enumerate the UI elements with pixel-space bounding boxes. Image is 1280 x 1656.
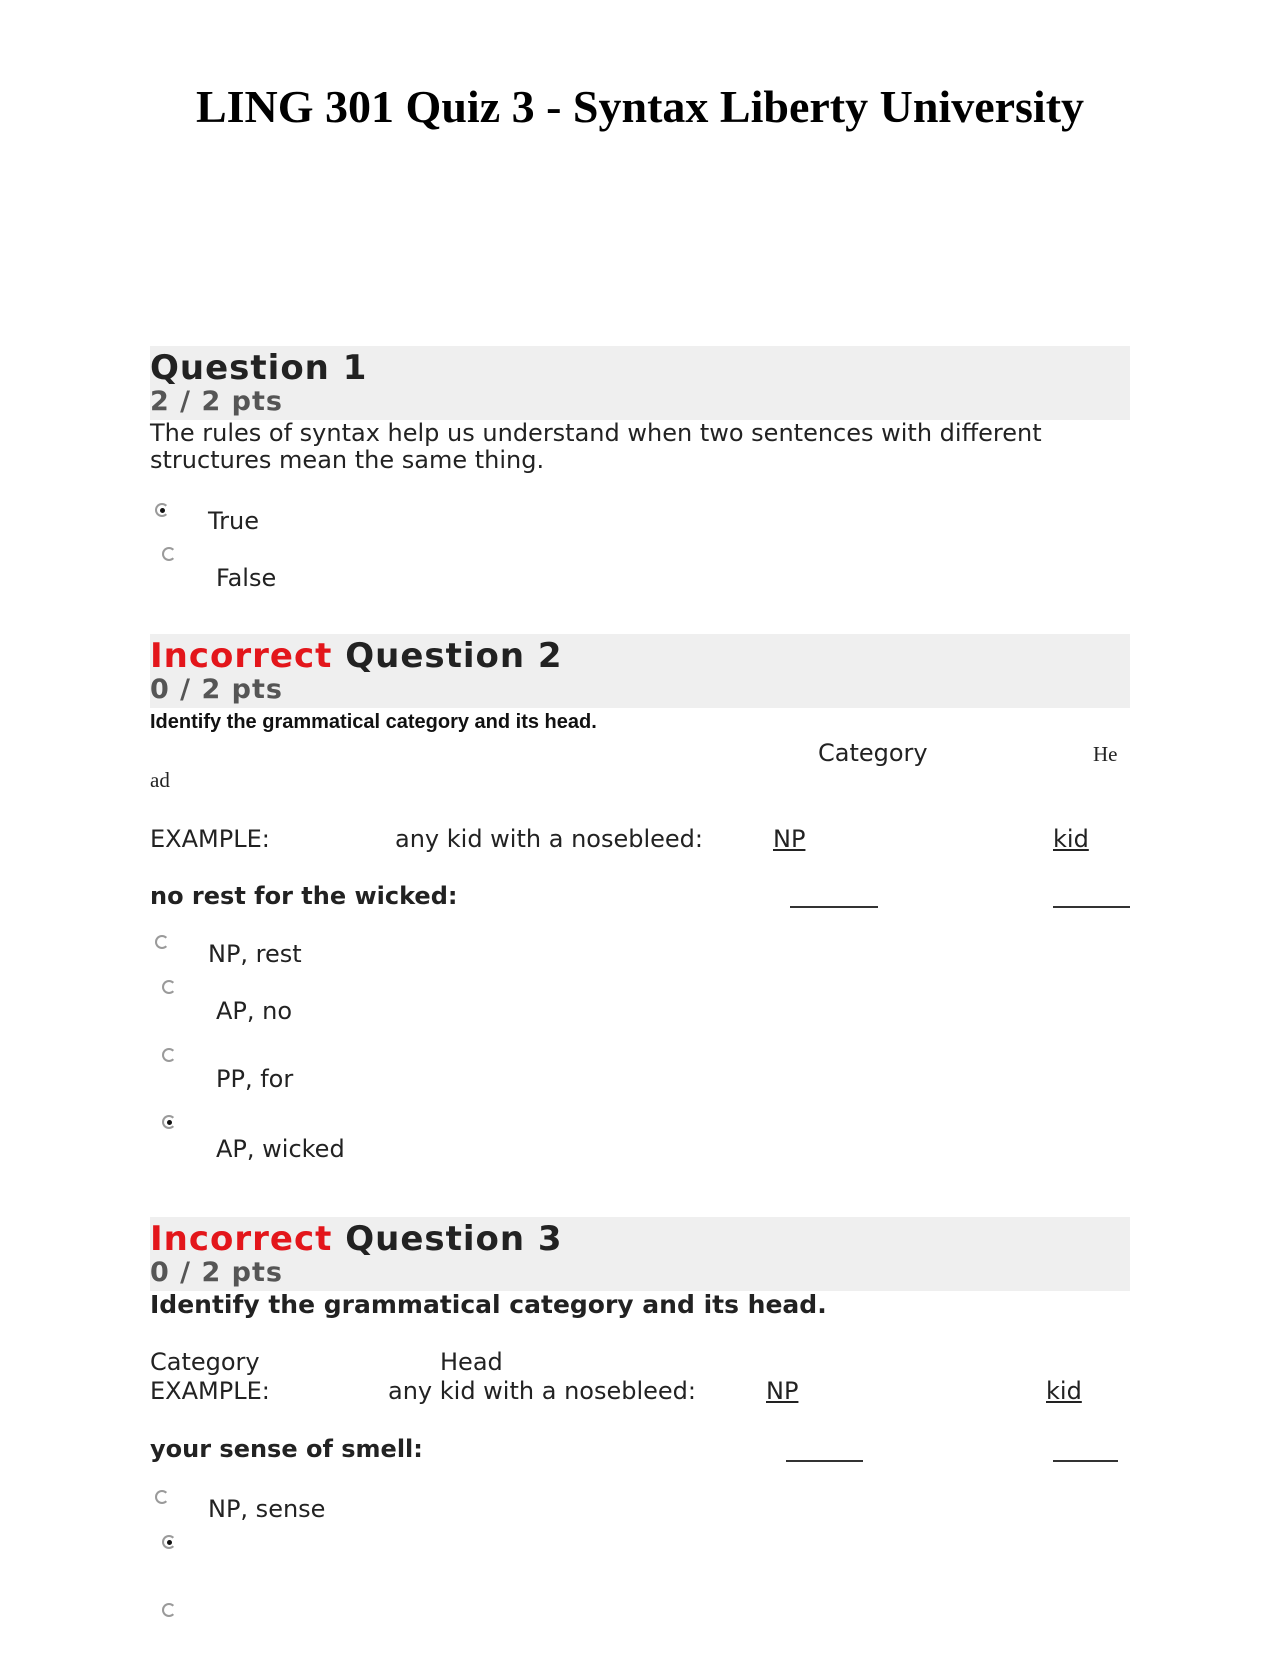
q3-option-3-radio[interactable]: [162, 1603, 176, 1617]
q2-option-3-label[interactable]: PP, for: [216, 1065, 294, 1093]
q2-option-4-radio[interactable]: [162, 1115, 176, 1129]
q2-option-2-radio[interactable]: [162, 980, 176, 994]
q2-category-blank: [790, 906, 878, 908]
question-2-label: Question 2: [345, 636, 563, 676]
q3-head-blank: [1053, 1460, 1118, 1462]
q1-option-true-radio[interactable]: [155, 503, 169, 517]
q3-category-blank: [786, 1460, 863, 1462]
question-3-points: 0 / 2 pts: [150, 1257, 283, 1288]
q2-example-head: kid: [1053, 825, 1089, 853]
q2-option-3-radio[interactable]: [162, 1048, 176, 1062]
q1-option-false-label[interactable]: False: [216, 564, 277, 592]
q3-head-column-header: Head: [440, 1348, 503, 1376]
q2-example-category: NP: [773, 825, 806, 853]
q3-example-label: EXAMPLE:: [150, 1377, 270, 1405]
question-3-title: [150, 1219, 563, 1259]
q2-head-column-header-part1: He: [1093, 742, 1118, 766]
q1-option-false-radio[interactable]: [162, 547, 176, 561]
question-3-header: [150, 1217, 1130, 1291]
question-3-status: Incorrect: [150, 1219, 333, 1259]
question-3-instruction: Identify the grammatical category and its head.: [150, 1290, 827, 1319]
question-2-points: 0 / 2 pts: [150, 674, 283, 705]
q2-option-4-label[interactable]: AP, wicked: [216, 1135, 345, 1163]
q3-option-2-radio[interactable]: [162, 1535, 176, 1549]
q2-prompt: no rest for the wicked:: [150, 882, 458, 910]
question-1-title: Question 1: [150, 348, 368, 388]
q2-option-1-label[interactable]: NP, rest: [208, 940, 302, 968]
question-2-status: Incorrect: [150, 636, 333, 676]
question-1-header: [150, 346, 1130, 420]
q3-prompt: your sense of smell:: [150, 1435, 423, 1463]
q3-example-head: kid: [1046, 1377, 1082, 1405]
question-3-label: Question 3: [345, 1219, 563, 1259]
q2-example-phrase: any kid with a nosebleed:: [395, 825, 703, 853]
q2-example-label: EXAMPLE:: [150, 825, 270, 853]
q2-head-blank: [1053, 906, 1130, 908]
q3-example-category: NP: [766, 1377, 799, 1405]
q2-head-column-header-part2: ad: [150, 768, 170, 792]
question-2-instruction: Identify the grammatical category and its head.: [150, 711, 597, 733]
q3-category-column-header: Category: [150, 1348, 260, 1376]
document-title: LING 301 Quiz 3 - Syntax Liberty University: [195, 81, 1085, 132]
q2-category-column-header: Category: [818, 739, 928, 767]
q3-option-1-label[interactable]: NP, sense: [208, 1495, 326, 1523]
q2-option-1-radio[interactable]: [155, 935, 169, 949]
q3-example-phrase: any kid with a nosebleed:: [388, 1377, 696, 1405]
question-2-header: [150, 634, 1130, 708]
question-2-title: [150, 636, 563, 676]
question-1-points: 2 / 2 pts: [150, 386, 283, 417]
q3-option-1-radio[interactable]: [155, 1490, 169, 1504]
question-1-text: The rules of syntax help us understand when two sentences with different structures mean the same thing.: [150, 419, 1042, 474]
q2-option-2-label[interactable]: AP, no: [216, 997, 293, 1025]
q1-option-true-label[interactable]: True: [208, 507, 259, 535]
